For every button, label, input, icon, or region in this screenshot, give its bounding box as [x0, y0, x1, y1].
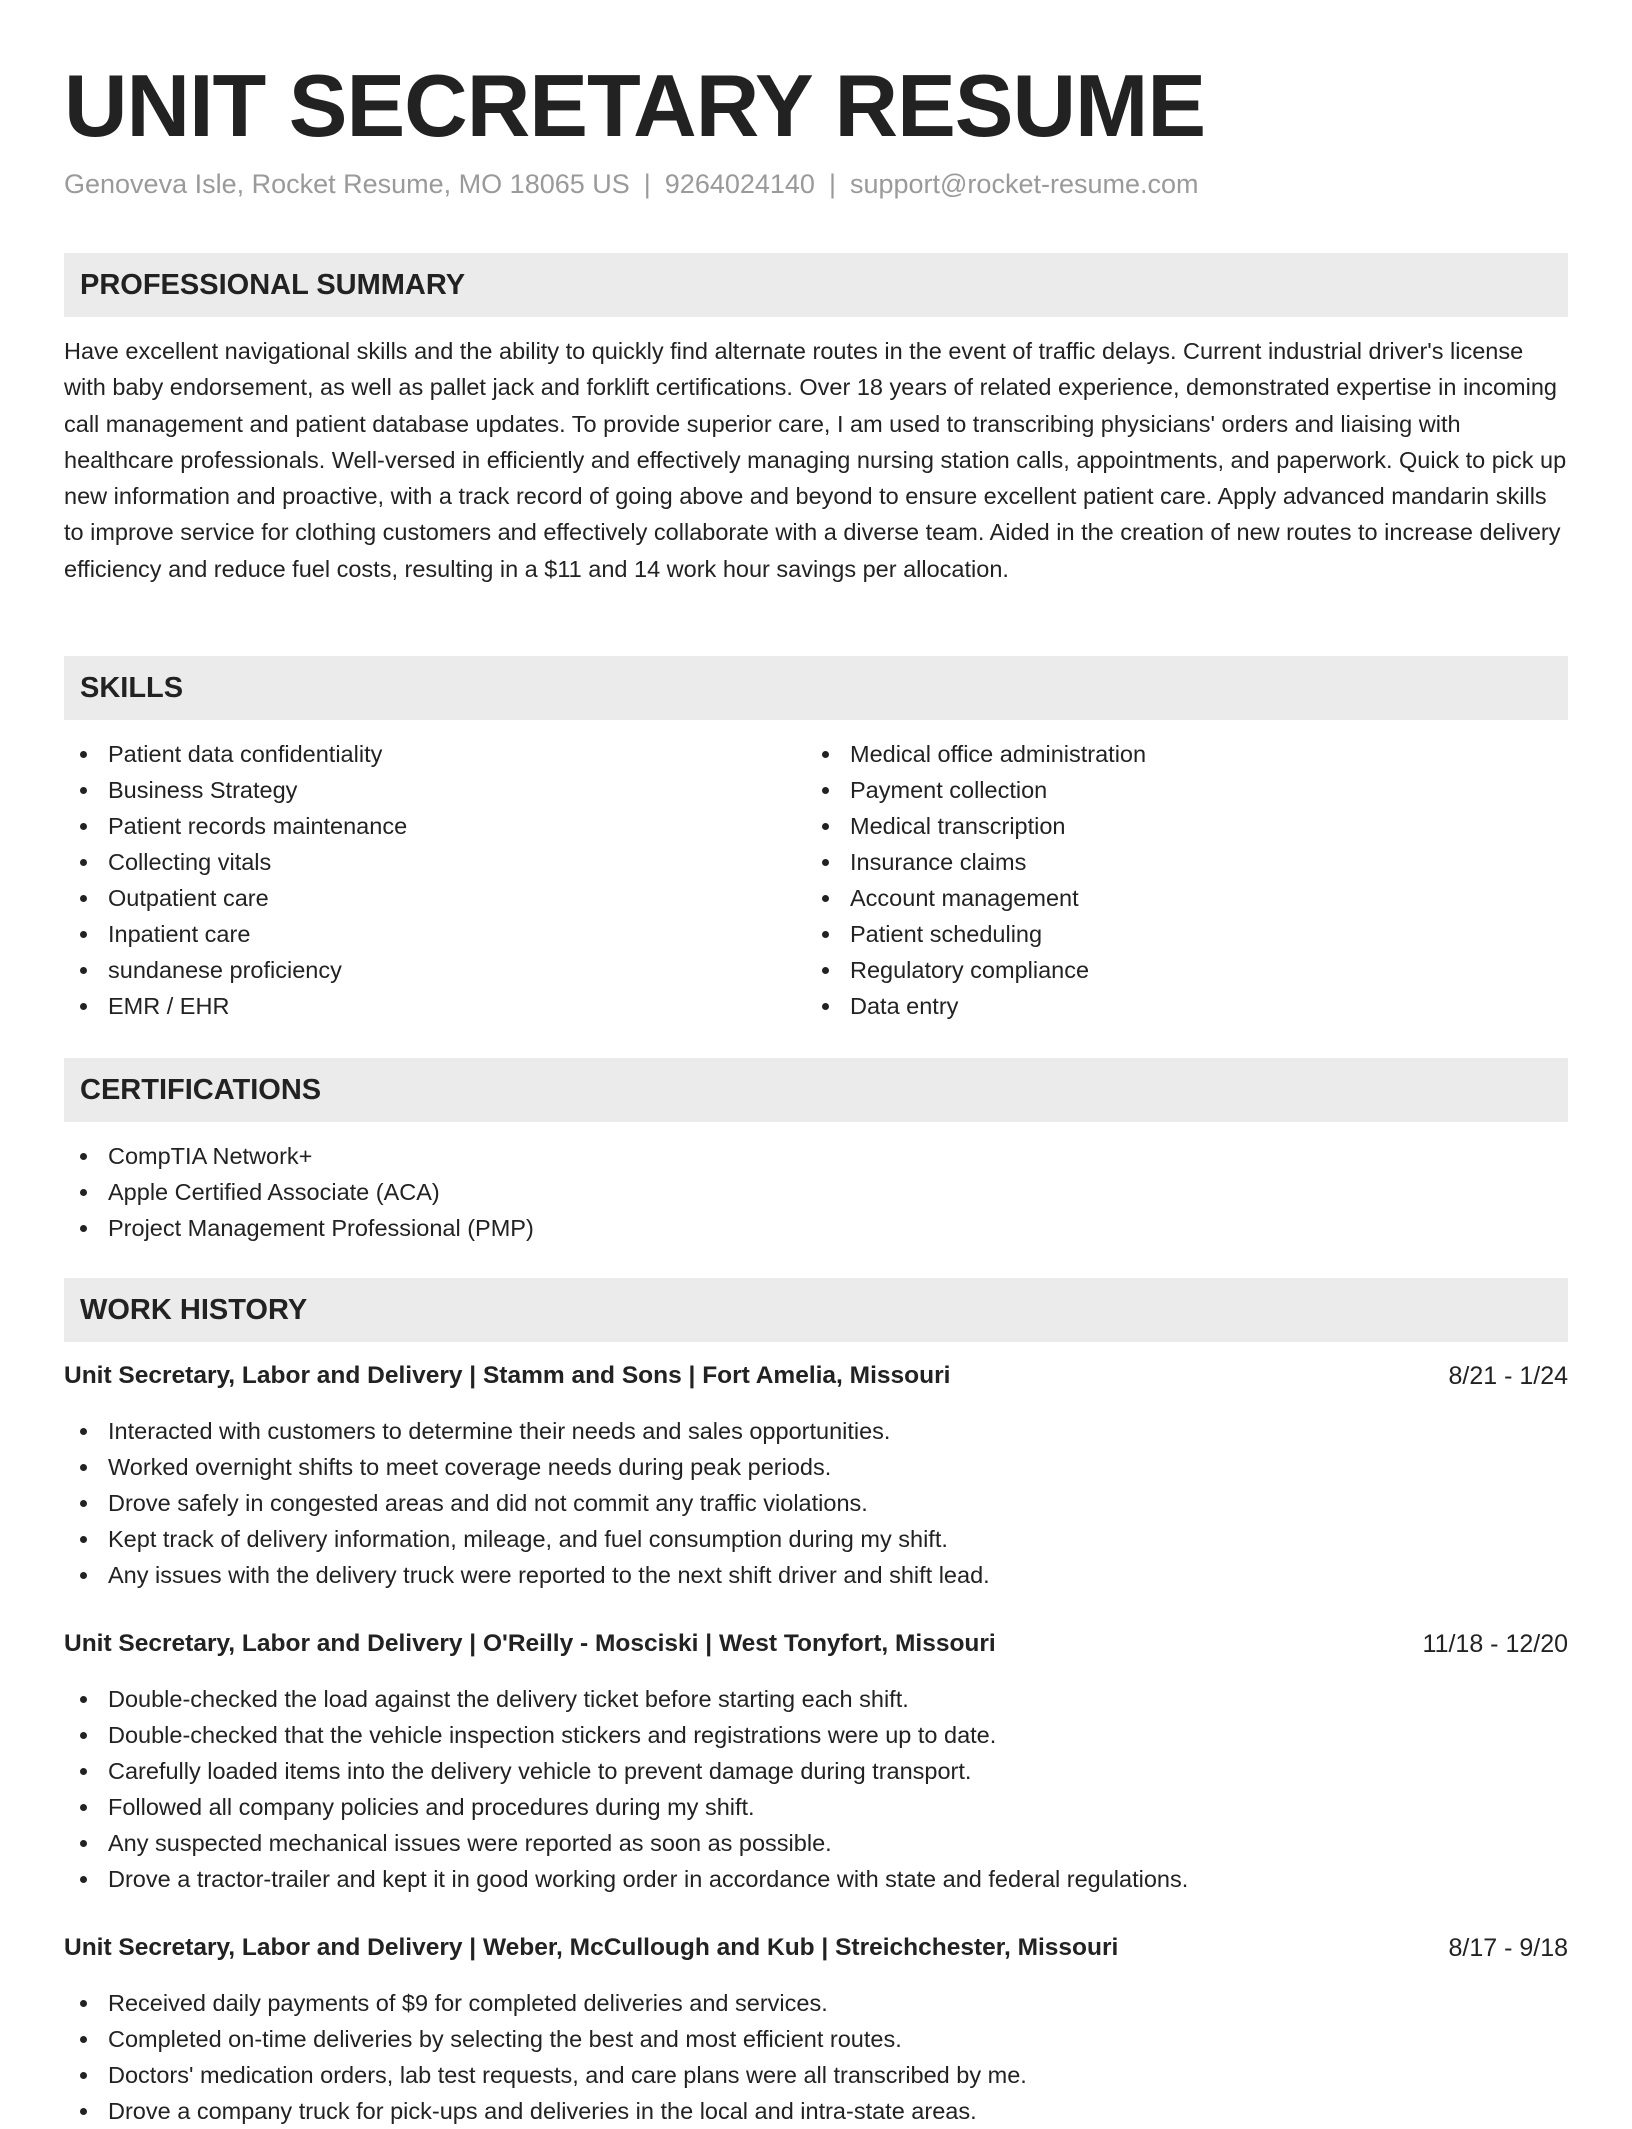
certification-item: CompTIA Network+ — [108, 1138, 534, 1174]
job-dates: 8/17 - 9/18 — [1448, 1934, 1568, 1962]
job-duty: Kept track of delivery information, mileage, and fuel consumption during my shift. — [108, 1521, 990, 1557]
contact-separator: | — [643, 169, 651, 199]
section-title-skills: SKILLS — [80, 672, 184, 704]
job-title: Unit Secretary, Labor and Delivery | Weber, McCullough and Kub | Streichchester, Missouri — [64, 1934, 1119, 1961]
job-duty: Double-checked that the vehicle inspection stickers and registrations were up to date. — [108, 1717, 1188, 1753]
skills-list-right — [806, 736, 1146, 1024]
skill-item: sundanese proficiency — [108, 952, 407, 988]
skill-item: Regulatory compliance — [850, 952, 1146, 988]
job-heading — [64, 1930, 1568, 1966]
job-duty: Followed all company policies and procedures during my shift. — [108, 1789, 1188, 1825]
job-dates: 11/18 - 12/20 — [1422, 1630, 1568, 1658]
contact-line — [64, 166, 1199, 202]
skill-item: Medical office administration — [850, 736, 1146, 772]
job-duties-list — [64, 1413, 990, 1593]
job-duty: Worked overnight shifts to meet coverage needs during peak periods. — [108, 1449, 990, 1485]
skill-item: Collecting vitals — [108, 844, 407, 880]
job-title: Unit Secretary, Labor and Delivery | Stamm and Sons | Fort Amelia, Missouri — [64, 1362, 951, 1389]
certification-item: Project Management Professional (PMP) — [108, 1210, 534, 1246]
certifications-list — [64, 1138, 534, 1246]
section-title-work-history: WORK HISTORY — [80, 1294, 308, 1326]
job-duty: Drove a company truck for pick-ups and deliveries in the local and intra-state areas. — [108, 2093, 1027, 2129]
contact-separator: | — [828, 169, 836, 199]
job-duty: Carefully loaded items into the delivery vehicle to prevent damage during transport. — [108, 1753, 1188, 1789]
skill-item: Data entry — [850, 988, 1146, 1024]
certification-item: Apple Certified Associate (ACA) — [108, 1174, 534, 1210]
section-header-skills — [64, 656, 1568, 720]
job-duty: Received daily payments of $9 for completed deliveries and services. — [108, 1985, 1027, 2021]
job-duty: Doctors' medication orders, lab test requests, and care plans were all transcribed by me. — [108, 2057, 1027, 2093]
summary-text: Have excellent navigational skills and the ability to quickly find alternate routes in the event of traffic delays. Current industrial driver's license with baby endorsement, as well as pallet jack and forklift certifications. Over 18 years of related experience, demonstrated expertise in incoming call management and patient database updates. To provide superior care, I am used to transcribing physicians' orders and liaising with healthcare professionals. Well-versed in efficiently and effectively managing nursing station calls, appointments, and paperwork. Quick to pick up new information and proactive, with a track record of going above and beyond to ensure excellent patient care. Apply advanced mandarin skills to improve service for clothing customers and effectively collaborate with a diverse team. Aided in the creation of new routes to increase delivery efficiency and reduce fuel costs, resulting in a $11 and 14 work hour savings per allocation. — [64, 338, 1567, 582]
section-title-summary: PROFESSIONAL SUMMARY — [80, 269, 466, 301]
job-title: Unit Secretary, Labor and Delivery | O'Reilly - Mosciski | West Tonyfort, Missouri — [64, 1630, 996, 1657]
job-duty: Double-checked the load against the delivery ticket before starting each shift. — [108, 1681, 1188, 1717]
job-duty: Interacted with customers to determine their needs and sales opportunities. — [108, 1413, 990, 1449]
section-header-certifications — [64, 1058, 1568, 1122]
skill-item: Medical transcription — [850, 808, 1146, 844]
job-heading — [64, 1358, 1568, 1394]
job-duties-list — [64, 1681, 1188, 1897]
contact-phone: 9264024140 — [664, 169, 815, 199]
skills-list-left — [64, 736, 407, 1024]
job-duty: Any issues with the delivery truck were reported to the next shift driver and shift lead. — [108, 1557, 990, 1593]
section-header-work-history — [64, 1278, 1568, 1342]
skill-item: Patient scheduling — [850, 916, 1146, 952]
job-duty: Any suspected mechanical issues were reported as soon as possible. — [108, 1825, 1188, 1861]
job-duty: Drove safely in congested areas and did not commit any traffic violations. — [108, 1485, 990, 1521]
skill-item: Outpatient care — [108, 880, 407, 916]
section-title-certifications: CERTIFICATIONS — [80, 1074, 322, 1106]
job-duty: Drove a tractor-trailer and kept it in good working order in accordance with state and federal regulations. — [108, 1861, 1188, 1897]
skill-item: EMR / EHR — [108, 988, 407, 1024]
skill-item: Patient records maintenance — [108, 808, 407, 844]
skill-item: Business Strategy — [108, 772, 407, 808]
skill-item: Account management — [850, 880, 1146, 916]
skill-item: Inpatient care — [108, 916, 407, 952]
skill-item: Payment collection — [850, 772, 1146, 808]
skill-item: Patient data confidentiality — [108, 736, 407, 772]
job-dates: 8/21 - 1/24 — [1448, 1362, 1568, 1390]
contact-address: Genoveva Isle, Rocket Resume, MO 18065 US — [64, 169, 630, 199]
contact-email[interactable]: support@rocket-resume.com — [849, 169, 1199, 199]
job-duties-list — [64, 1985, 1027, 2129]
skill-item: Insurance claims — [850, 844, 1146, 880]
section-header-summary — [64, 253, 1568, 317]
job-heading — [64, 1626, 1568, 1662]
resume-title: UNIT SECRETARY RESUME — [64, 56, 1206, 155]
job-duty: Completed on-time deliveries by selecting the best and most efficient routes. — [108, 2021, 1027, 2057]
